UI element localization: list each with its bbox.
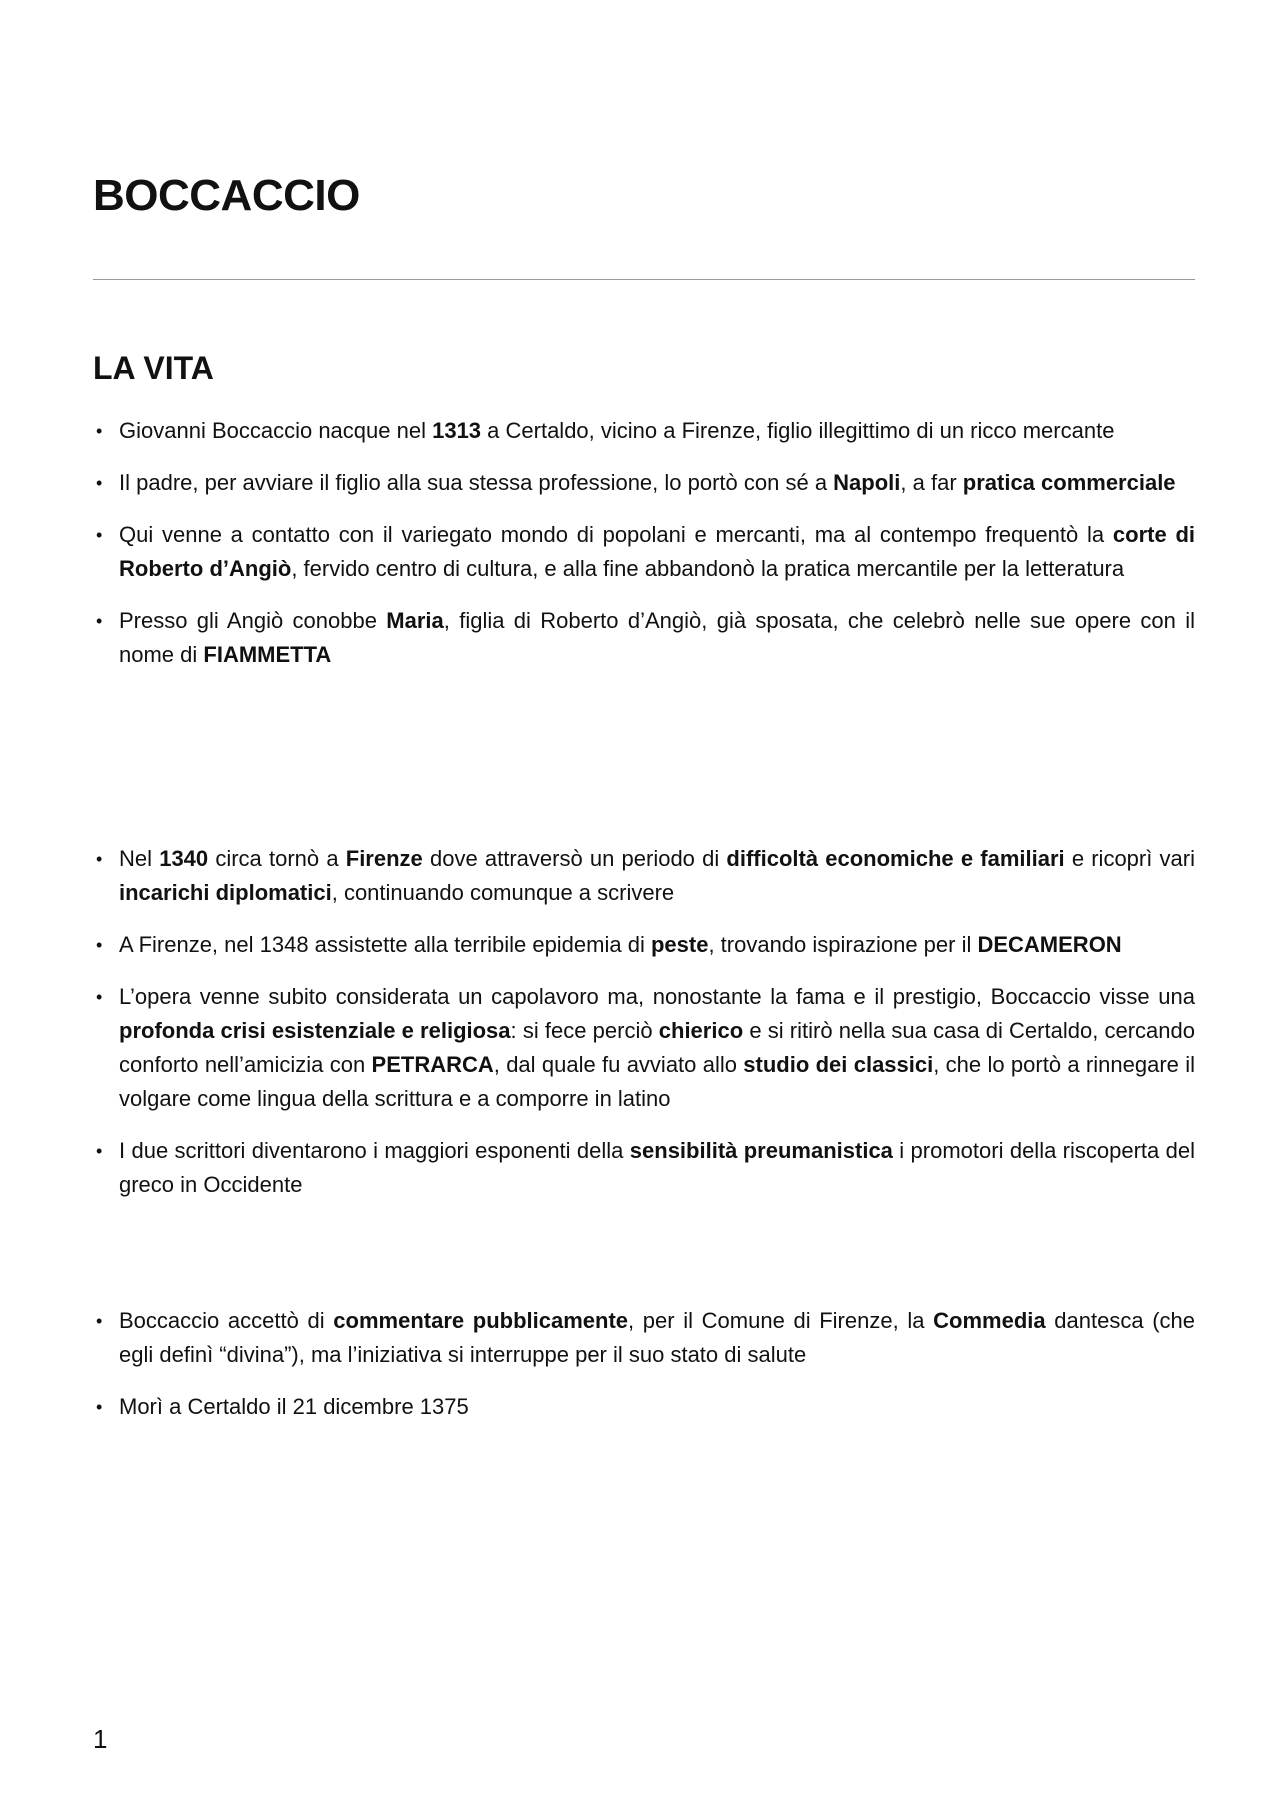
bold-text: difficoltà economiche e familiari: [726, 846, 1065, 871]
bullet-list-group-3: [93, 1304, 1195, 1442]
text: , che lo portò a rinnegare il volgare come lingua della scrittura e a comporre in latino: [119, 1052, 1195, 1111]
text: dantesca (che egli definì “divina”), ma l’iniziativa si interruppe per il suo stato di salute: [119, 1308, 1196, 1367]
bold-text: FIAMMETTA: [203, 642, 332, 667]
bold-text: Napoli: [833, 470, 901, 495]
text: , per il Comune di Firenze, la: [628, 1308, 934, 1333]
bold-text: PETRARCA: [371, 1052, 494, 1077]
text: a Certaldo, vicino a Firenze, figlio illegittimo di un ricco mercante: [481, 418, 1115, 443]
bold-text: peste: [650, 932, 709, 957]
text: e si ritirò nella sua casa di Certaldo, cercando conforto nell’amicizia con: [119, 1018, 1195, 1077]
bullet-item: [93, 518, 1195, 586]
bold-text: studio dei classici: [743, 1052, 934, 1077]
text: : si fece perciò: [510, 1018, 659, 1043]
bold-text: incarichi diplomatici: [119, 880, 332, 905]
bold-text: 1340: [159, 846, 209, 871]
bullet-item: [93, 604, 1195, 672]
bold-text: commentare pubblicamente: [333, 1308, 629, 1333]
bold-text: Firenze: [345, 846, 423, 871]
text: A Firenze, nel 1348 assistette alla terribile epidemia di: [119, 932, 651, 957]
text: Boccaccio accettò di: [119, 1308, 334, 1333]
page-number: 1: [93, 1724, 108, 1754]
text: , fervido centro di cultura, e alla fine abbandonò la pratica mercantile per la letteratura: [291, 556, 1125, 581]
text: Qui venne a contatto con il variegato mondo di popolani e mercanti, ma al contempo frequentò la: [119, 522, 1113, 547]
bullet-list-group-1: [93, 414, 1195, 690]
bold-text: corte di Roberto d’Angiò: [119, 522, 1195, 581]
text: Morì a Certaldo il 21 dicembre 1375: [119, 1394, 469, 1419]
bullet-item: [93, 414, 1195, 448]
bold-text: profonda crisi esistenziale e religiosa: [119, 1018, 511, 1043]
text: , dal quale fu avviato allo: [493, 1052, 744, 1077]
text: dove attraversò un periodo di: [422, 846, 727, 871]
section-heading: LA VITA: [93, 350, 214, 386]
text: I due scrittori diventarono i maggiori esponenti della: [119, 1138, 630, 1163]
bold-text: pratica commerciale: [962, 470, 1176, 495]
bold-text: 1313: [432, 418, 482, 443]
text: Il padre, per avviare il figlio alla sua stessa professione, lo portò con sé a: [119, 470, 834, 495]
bullet-item: [93, 466, 1195, 500]
bullet-item: [93, 842, 1195, 910]
text: Giovanni Boccaccio nacque nel: [119, 418, 433, 443]
text: , continuando comunque a scrivere: [331, 880, 675, 905]
bold-text: DECAMERON: [977, 932, 1122, 957]
title-divider: [93, 279, 1195, 280]
text: Presso gli Angiò conobbe: [119, 608, 387, 633]
bullet-item: [93, 1390, 1195, 1424]
text: i promotori della riscoperta del greco in Occidente: [119, 1138, 1196, 1197]
text: , trovando ispirazione per il: [708, 932, 978, 957]
bold-text: Commedia: [933, 1308, 1046, 1333]
bullet-item: [93, 928, 1195, 962]
text: , a far: [900, 470, 963, 495]
bold-text: chierico: [658, 1018, 744, 1043]
bullet-item: [93, 1304, 1195, 1372]
text: , figlia di Roberto d’Angiò, già sposata, che celebrò nelle sue opere con il nome di: [119, 608, 1196, 667]
text: Nel: [119, 846, 160, 871]
text: circa tornò a: [208, 846, 346, 871]
page-title: BOCCACCIO: [93, 171, 360, 220]
text: e ricoprì vari: [1064, 846, 1195, 871]
bullet-item: [93, 1134, 1195, 1202]
bold-text: sensibilità preumanistica: [629, 1138, 893, 1163]
bold-text: Maria: [386, 608, 444, 633]
text: L’opera venne subito considerata un capolavoro ma, nonostante la fama e il prestigio, Boccaccio visse una: [119, 984, 1195, 1009]
bullet-item: [93, 980, 1195, 1116]
bullet-list-group-2: [93, 842, 1195, 1220]
